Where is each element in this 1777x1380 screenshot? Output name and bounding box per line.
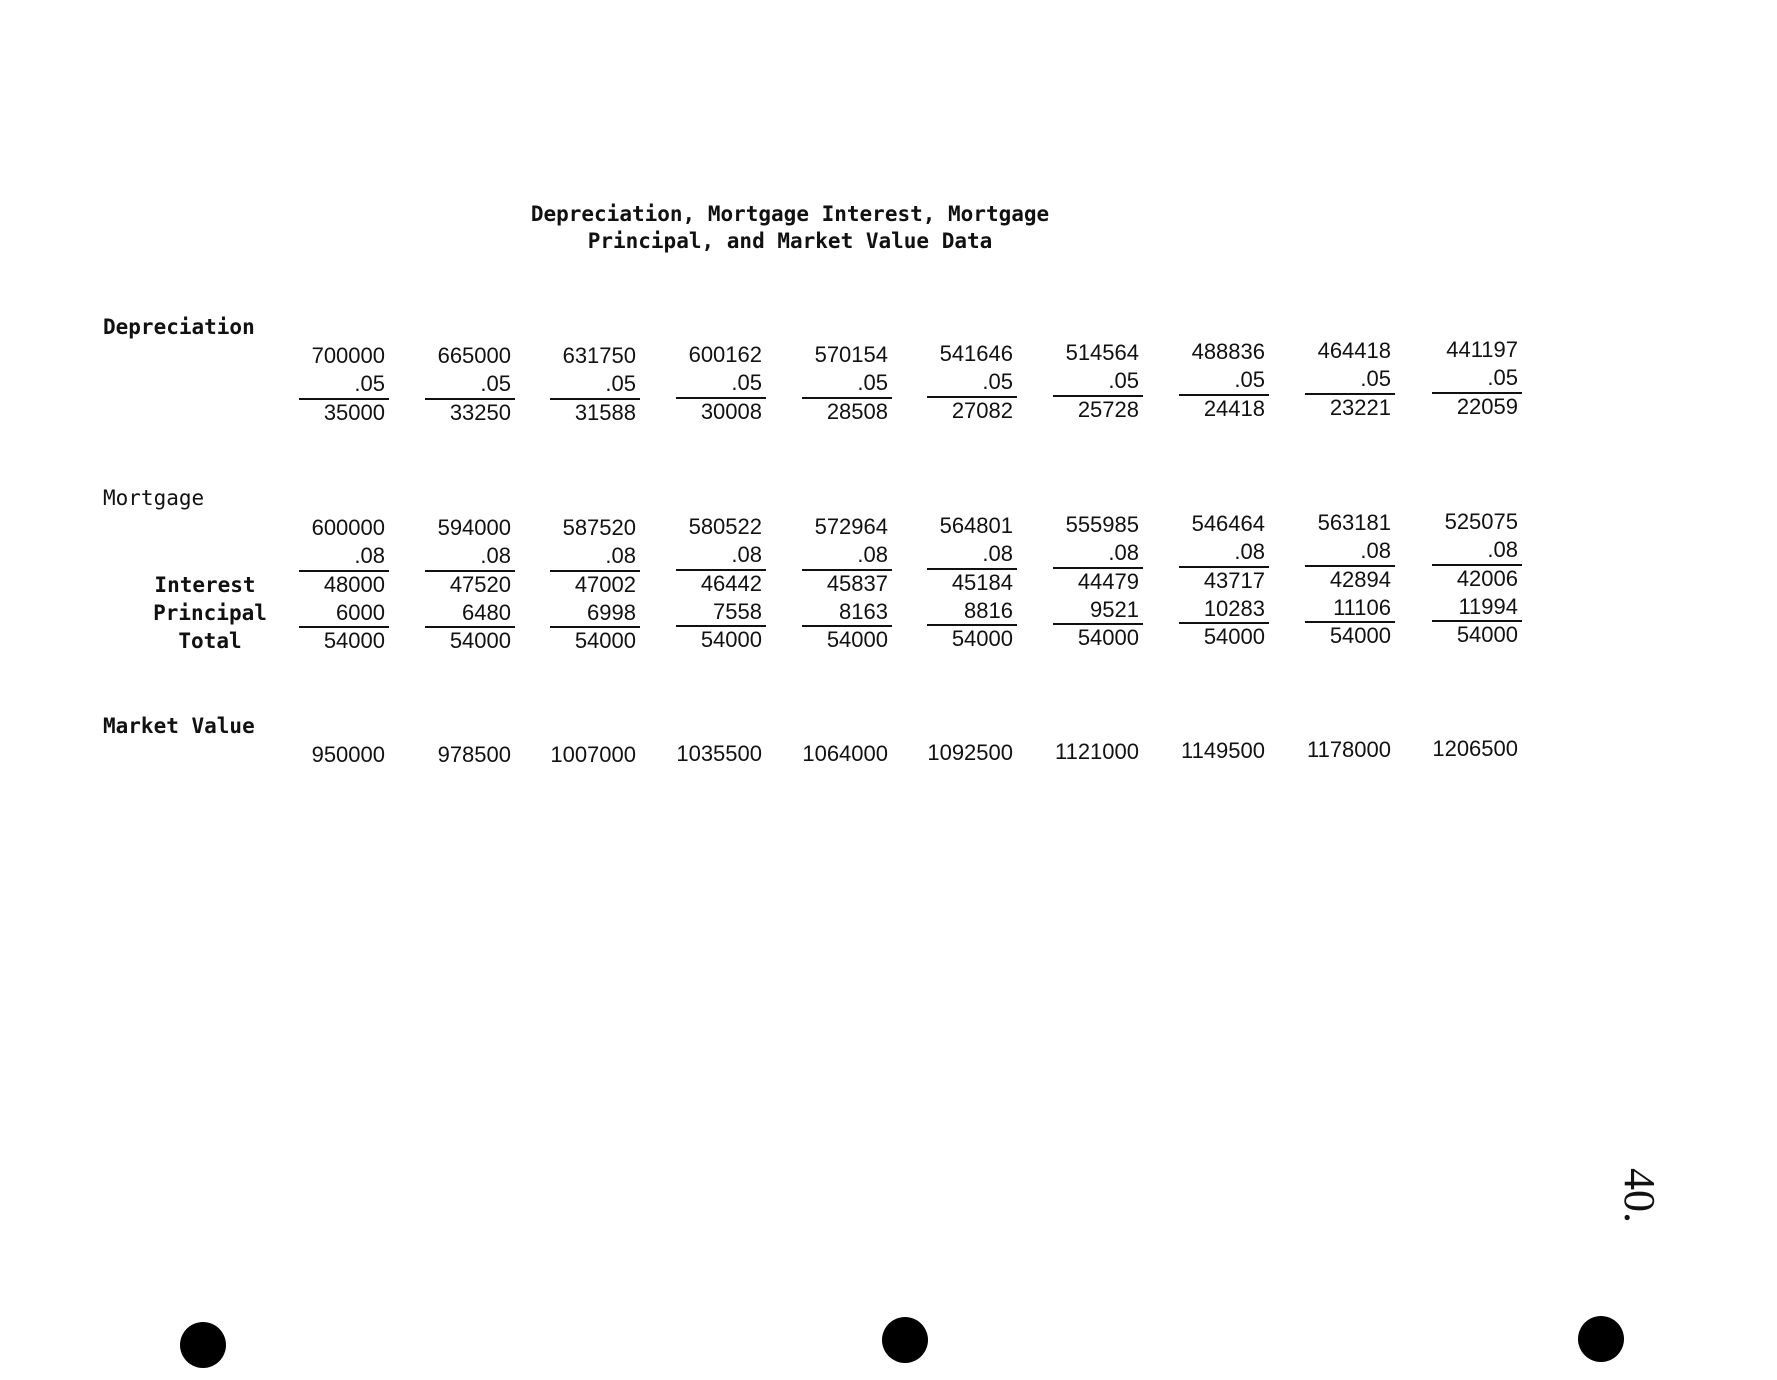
mortgage-balance-value: 580522 bbox=[688, 514, 762, 539]
mortgage-rate-value: .08 bbox=[857, 542, 888, 567]
depreciation-base-value: 631750 bbox=[562, 343, 636, 368]
mortgage-principal-value: 10283 bbox=[1203, 596, 1265, 621]
depreciation-amount-value: 25728 bbox=[1077, 397, 1139, 422]
year-column-6 bbox=[925, 0, 1013, 800]
punch-hole-left bbox=[180, 1322, 226, 1368]
year-column-1 bbox=[297, 0, 385, 800]
market-value: 950000 bbox=[311, 742, 385, 767]
mortgage-total-value: 54000 bbox=[1203, 624, 1265, 649]
mortgage-interest-value: 43717 bbox=[1203, 568, 1265, 593]
mortgage-balance-value: 525075 bbox=[1444, 509, 1518, 534]
mortgage-interest-value: 48000 bbox=[323, 572, 385, 597]
depreciation-rate-value: .05 bbox=[1234, 367, 1265, 392]
mortgage-rate-value: .08 bbox=[1360, 538, 1391, 563]
depreciation-rate-value: .05 bbox=[1487, 365, 1518, 390]
year-column-7 bbox=[1051, 0, 1139, 800]
depreciation-base-value: 441197 bbox=[1446, 337, 1518, 362]
mortgage-total-value: 54000 bbox=[951, 626, 1013, 651]
market-value: 1064000 bbox=[802, 741, 888, 766]
depreciation-base-value: 514564 bbox=[1065, 340, 1139, 365]
principal-row-label: Principal bbox=[153, 601, 267, 625]
mortgage-rate-value: .08 bbox=[1234, 539, 1265, 564]
depreciation-base-value: 570154 bbox=[814, 342, 888, 367]
depreciation-base-value: 488836 bbox=[1191, 339, 1265, 364]
mortgage-interest-value: 44479 bbox=[1077, 569, 1139, 594]
mortgage-total-value: 54000 bbox=[449, 628, 511, 653]
depreciation-rate-value: .05 bbox=[731, 370, 762, 395]
market-value: 978500 bbox=[437, 742, 511, 767]
depreciation-amount-value: 28508 bbox=[826, 399, 888, 424]
mortgage-interest-value: 47520 bbox=[449, 572, 511, 597]
document-title-line-2: Principal, and Market Value Data bbox=[587, 229, 993, 253]
depreciation-base-value: 541646 bbox=[939, 341, 1013, 366]
mortgage-rate-value: .08 bbox=[1487, 537, 1518, 562]
mortgage-interest-value: 46442 bbox=[700, 571, 762, 596]
depreciation-base-value: 665000 bbox=[437, 343, 511, 368]
mortgage-total-value: 54000 bbox=[1077, 625, 1139, 650]
mortgage-rate-value: .08 bbox=[480, 543, 511, 568]
market-value-section-label: Market Value bbox=[103, 714, 255, 738]
mortgage-balance-value: 563181 bbox=[1317, 510, 1391, 535]
depreciation-rate-value: .05 bbox=[1108, 368, 1139, 393]
mortgage-total-value: 54000 bbox=[1456, 622, 1518, 647]
mortgage-principal-value: 9521 bbox=[1090, 597, 1139, 622]
depreciation-amount-value: 30008 bbox=[700, 399, 762, 424]
mortgage-balance-value: 587520 bbox=[562, 515, 636, 540]
depreciation-amount-value: 24418 bbox=[1203, 396, 1265, 421]
mortgage-principal-value: 7558 bbox=[713, 599, 762, 624]
year-column-4 bbox=[674, 0, 762, 800]
mortgage-balance-value: 546464 bbox=[1191, 511, 1265, 536]
mortgage-total-value: 54000 bbox=[323, 628, 385, 653]
mortgage-principal-value: 6480 bbox=[462, 600, 511, 625]
page-number: 40. bbox=[1615, 1168, 1664, 1223]
mortgage-principal-value: 6998 bbox=[587, 600, 636, 625]
mortgage-principal-value: 11106 bbox=[1333, 595, 1391, 620]
market-value: 1007000 bbox=[550, 742, 636, 767]
depreciation-section-label: Depreciation bbox=[103, 315, 255, 339]
market-value: 1149500 bbox=[1180, 738, 1265, 763]
mortgage-total-value: 54000 bbox=[1329, 623, 1391, 648]
mortgage-section-label: Mortgage bbox=[103, 486, 205, 510]
depreciation-rate-value: .05 bbox=[857, 370, 888, 395]
mortgage-interest-value: 45837 bbox=[826, 571, 888, 596]
mortgage-interest-value: 47002 bbox=[574, 572, 636, 597]
mortgage-total-value: 54000 bbox=[826, 627, 888, 652]
year-column-3 bbox=[548, 0, 636, 800]
mortgage-rate-value: .08 bbox=[605, 543, 636, 568]
market-value: 1035500 bbox=[676, 741, 762, 766]
total-row-label: Total bbox=[178, 629, 242, 653]
depreciation-amount-value: 35000 bbox=[323, 400, 385, 425]
document-title-line-1: Depreciation, Mortgage Interest, Mortgage bbox=[530, 202, 1050, 226]
mortgage-total-value: 54000 bbox=[700, 627, 762, 652]
interest-row-label: Interest bbox=[154, 573, 256, 597]
punch-hole-center bbox=[882, 1317, 928, 1363]
market-value: 1121000 bbox=[1054, 739, 1139, 764]
mortgage-principal-value: 8816 bbox=[964, 598, 1013, 623]
depreciation-rate-value: .05 bbox=[480, 371, 511, 396]
mortgage-total-value: 54000 bbox=[574, 628, 636, 653]
depreciation-base-value: 464418 bbox=[1317, 338, 1391, 363]
depreciation-base-value: 700000 bbox=[311, 343, 385, 368]
market-value: 1092500 bbox=[927, 740, 1013, 765]
mortgage-interest-value: 45184 bbox=[951, 570, 1013, 595]
depreciation-amount-value: 22059 bbox=[1456, 394, 1518, 419]
depreciation-amount-value: 31588 bbox=[574, 400, 636, 425]
year-column-5 bbox=[800, 0, 888, 800]
depreciation-rate-value: .05 bbox=[982, 369, 1013, 394]
depreciation-base-value: 600162 bbox=[688, 342, 762, 367]
year-column-8 bbox=[1177, 0, 1265, 800]
depreciation-amount-value: 27082 bbox=[951, 398, 1013, 423]
year-column-9 bbox=[1303, 0, 1391, 800]
mortgage-rate-value: .08 bbox=[731, 542, 762, 567]
mortgage-principal-value: 8163 bbox=[839, 599, 888, 624]
mortgage-principal-value: 6000 bbox=[336, 600, 385, 625]
year-column-2 bbox=[423, 0, 511, 800]
mortgage-balance-value: 555985 bbox=[1065, 512, 1139, 537]
mortgage-rate-value: .08 bbox=[1108, 540, 1139, 565]
mortgage-rate-value: .08 bbox=[982, 541, 1013, 566]
mortgage-balance-value: 572964 bbox=[814, 514, 888, 539]
depreciation-amount-value: 23221 bbox=[1329, 395, 1391, 420]
depreciation-rate-value: .05 bbox=[354, 371, 385, 396]
depreciation-amount-value: 33250 bbox=[449, 400, 511, 425]
depreciation-rate-value: .05 bbox=[1360, 366, 1391, 391]
mortgage-rate-value: .08 bbox=[354, 543, 385, 568]
market-value: 1178000 bbox=[1306, 737, 1391, 762]
depreciation-rate-value: .05 bbox=[605, 371, 636, 396]
mortgage-interest-value: 42894 bbox=[1329, 567, 1391, 592]
mortgage-interest-value: 42006 bbox=[1456, 566, 1518, 591]
mortgage-balance-value: 600000 bbox=[311, 515, 385, 540]
market-value: 1206500 bbox=[1432, 736, 1518, 761]
mortgage-balance-value: 594000 bbox=[437, 515, 511, 540]
year-column-10 bbox=[1430, 0, 1518, 800]
punch-hole-right bbox=[1578, 1316, 1624, 1362]
mortgage-principal-value: 11994 bbox=[1458, 594, 1518, 619]
mortgage-balance-value: 564801 bbox=[939, 513, 1013, 538]
